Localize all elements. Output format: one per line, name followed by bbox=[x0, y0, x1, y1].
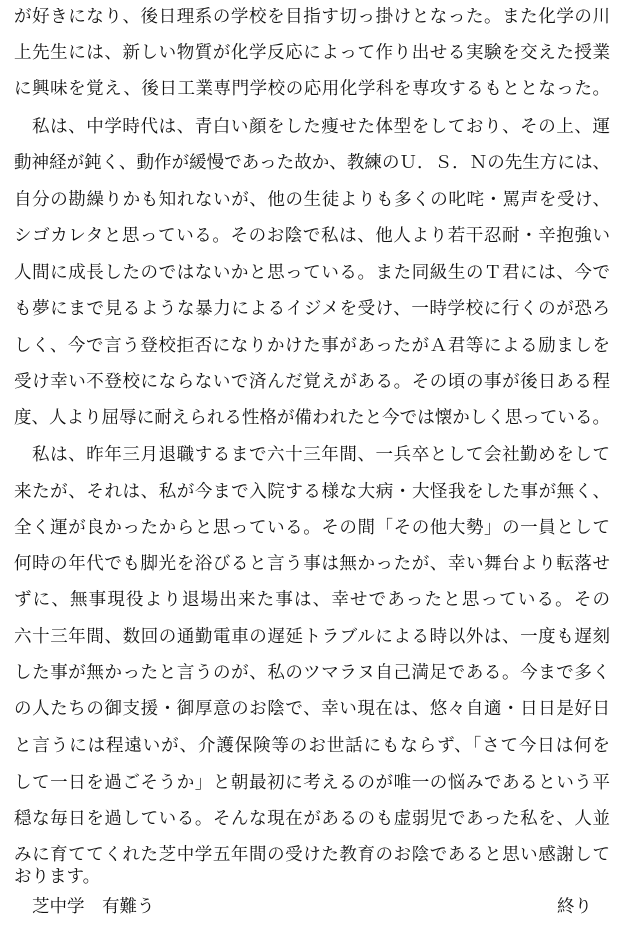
text-line: が好きになり、後日理系の学校を目指す切っ掛けとなった。また化学の川 bbox=[14, 7, 610, 27]
text-line: 動神経が鈍く、動作が緩慢であった故か、教練のＵ．Ｓ．Ｎの先生方には、 bbox=[14, 153, 610, 173]
text-line: しく、今で言う登校拒否になりかけた事があったがＡ君等による励ましを bbox=[14, 336, 610, 356]
text-line: 受け幸い不登校にならないで済んだ覚えがある。その頃の事が後日ある程 bbox=[14, 372, 610, 392]
text-line: シゴカレタと思っている。そのお陰で私は、他人より若干忍耐・辛抱強い bbox=[14, 226, 610, 246]
text-line: と言うには程遠いが、介護保険等のお世話にもならず、「さて今日は何を bbox=[14, 736, 610, 756]
text-line: 度、人より屈辱に耐えられる性格が備われたと今では懐かしく思っている。 bbox=[14, 408, 610, 428]
text-line: 全く運が良かったからと思っている。その間「その他大勢」の一員として bbox=[14, 518, 610, 538]
text-line: 人間に成長したのではないかと思っている。また同級生のＴ君には、今で bbox=[14, 263, 610, 283]
text-line: 私は、昨年三月退職するまで六十三年間、一兵卒として会社勤めをして bbox=[32, 445, 610, 465]
text-line: 穏な毎日を過している。そんな現在があるのも虚弱児であった私を、人並 bbox=[14, 809, 610, 829]
text-line-final: おります。 bbox=[14, 867, 101, 887]
text-line: ずに、無事現役より退場出来た事は、幸せであったと思っている。その bbox=[14, 590, 610, 610]
text-line: 私は、中学時代は、青白い顔をした痩せた体型をしており、その上、運 bbox=[32, 117, 610, 137]
text-line: した事が無かったと言うのが、私のツマラヌ自己満足である。今まで多く bbox=[14, 663, 610, 683]
text-line: の人たちの御支援・御厚意のお陰で、幸い現在は、悠々自適・日日是好日 bbox=[14, 699, 610, 719]
text-line: 六十三年間、数回の通勤電車の遅延トラブルによる時以外は、一度も遅刻 bbox=[14, 627, 610, 647]
text-line: 来たが、それは、私が今まで入院する様な大病・大怪我をした事が無く、 bbox=[14, 482, 610, 502]
text-line: みに育ててくれた芝中学五年間の受けた教育のお陰であると思い感謝して bbox=[14, 845, 610, 865]
closing-greeting: 芝中学 有難う bbox=[32, 897, 155, 917]
text-line: して一日を過ごそうか」と朝最初に考えるのが唯一の悩みであるという平 bbox=[14, 773, 610, 793]
text-line: 自分の勘繰りかも知れないが、他の生徒よりも多くの叱咤・罵声を受け、 bbox=[14, 190, 610, 210]
text-line: に興味を覚え、後日工業専門学校の応用化学科を専攻するもととなった。 bbox=[14, 79, 610, 99]
text-line: 何時の年代でも脚光を浴びると言う事は無かったが、幸い舞台より転落せ bbox=[14, 554, 610, 574]
text-line: 上先生には、新しい物質が化学反応によって作り出せる実験を交えた授業 bbox=[14, 43, 610, 63]
text-line: も夢にまで見るような暴力によるイジメを受け、一時学校に行くのが恐ろ bbox=[14, 299, 610, 319]
end-mark: 終り bbox=[557, 897, 592, 917]
